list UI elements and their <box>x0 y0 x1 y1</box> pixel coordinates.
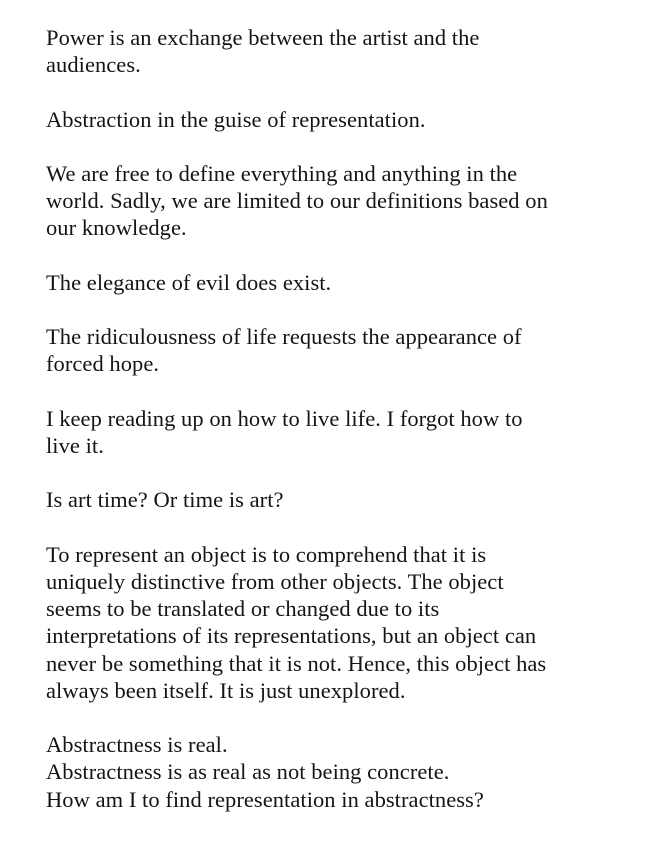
paragraph-line: never be something that it is not. Hence, this object has <box>46 650 547 676</box>
paragraph-elegance-of-evil <box>46 269 646 296</box>
paragraph-line: seems to be translated or changed due to its <box>46 596 440 622</box>
paragraph-power <box>46 24 646 78</box>
paragraph-line: always been itself. It is just unexplored. <box>46 677 406 703</box>
paragraph-line: audiences. <box>46 52 141 78</box>
document-body <box>46 24 646 813</box>
paragraph-live-life <box>46 405 646 459</box>
paragraph-line: I keep reading up on how to live life. I forgot how to <box>46 405 523 431</box>
paragraph-art-time <box>46 486 646 513</box>
paragraph-line: How am I to find representation in abstractness? <box>46 786 484 812</box>
paragraph-represent-object <box>46 541 646 704</box>
paragraph-free-to-define <box>46 160 646 242</box>
paragraph-line: The elegance of evil does exist. <box>46 269 332 295</box>
paragraph-abstractness <box>46 731 646 813</box>
paragraph-line: Abstraction in the guise of representation. <box>46 106 426 132</box>
paragraph-line: our knowledge. <box>46 215 187 241</box>
paragraph-line: We are free to define everything and anything in the <box>46 160 518 186</box>
paragraph-abstraction <box>46 106 646 133</box>
paragraph-line: world. Sadly, we are limited to our definitions based on <box>46 188 548 214</box>
paragraph-ridiculousness <box>46 323 646 377</box>
paragraph-line: The ridiculousness of life requests the appearance of <box>46 324 522 350</box>
paragraph-line: uniquely distinctive from other objects. The object <box>46 568 504 594</box>
paragraph-line: forced hope. <box>46 351 160 377</box>
paragraph-line: Abstractness is real. <box>46 732 228 758</box>
paragraph-line: Is art time? Or time is art? <box>46 487 284 513</box>
paragraph-line: To represent an object is to comprehend that it is <box>46 541 487 567</box>
paragraph-line: interpretations of its representations, but an object can <box>46 623 537 649</box>
paragraph-line: live it. <box>46 432 104 458</box>
paragraph-line: Abstractness is as real as not being concrete. <box>46 759 450 785</box>
paragraph-line: Power is an exchange between the artist and the <box>46 25 480 50</box>
